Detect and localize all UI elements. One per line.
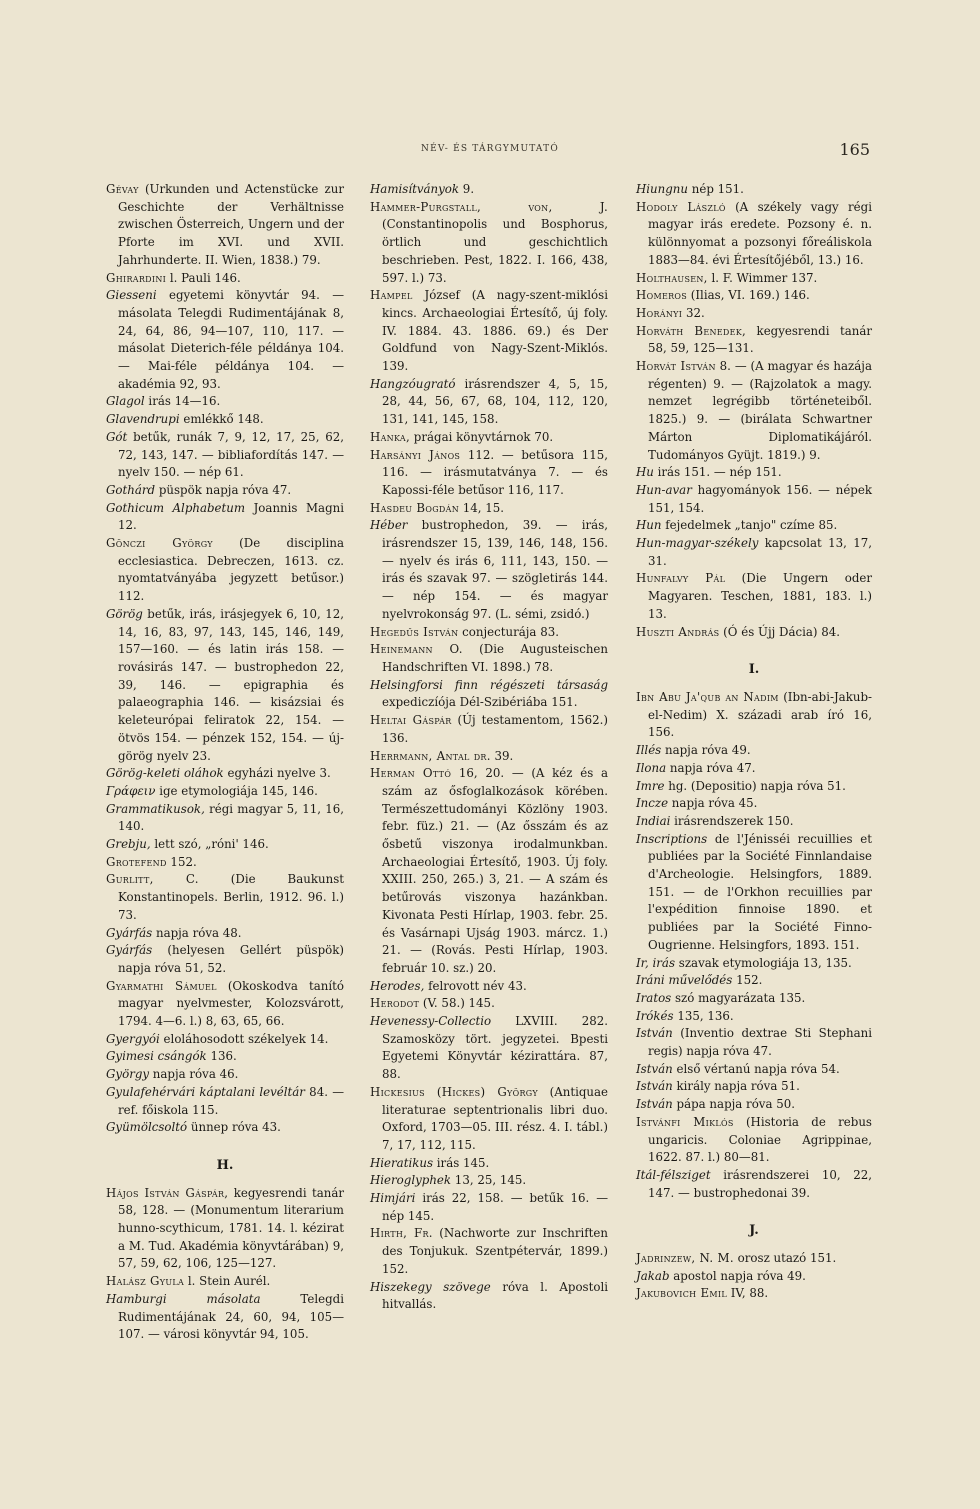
entry-headword: Grammatikusok, [106,801,205,816]
entry-headword: Incze [636,796,669,811]
index-column-middle [370,181,608,1314]
entry-headword: Glavendrupi [106,412,180,427]
entry-references: régi magyar 5, 11, 16, 140. [118,801,344,834]
index-entry [106,871,344,924]
index-entry [106,801,344,836]
index-entry [106,1185,344,1274]
entry-headword: Halász Gyula [106,1274,185,1289]
entry-headword: Hun-magyar-székely [636,536,759,551]
entry-references: napja róva 49. [661,743,751,758]
entry-references: bustrophedon, 39. — irás, irásrendszer 15, 139, 146, 148, 156. — nyelv és irás 6, 111, 143, 150. — irás és szavak 97. — szögletirás 144. — nép 154. — és magyar nyelvrokonság 97. (L. sémi, zsidó.) [382,518,608,621]
entry-references: betűk, runák 7, 9, 12, 17, 25, 62, 72, 143, 147. — bibliafordítás 147. — nyelv 150. — nép 61. [118,429,344,480]
entry-headword: Gurlitt, C. [106,872,199,887]
entry-references: napja róva 48. [152,925,242,940]
entry-headword: Hamburgi másolata [106,1291,261,1306]
entry-headword: Gót [106,429,128,444]
section-letter: H. [216,1157,234,1173]
entry-references: eloláhosodott székelyek 14. [159,1031,329,1046]
entry-references: conjecturája 83. [458,624,559,639]
index-entry [636,778,872,796]
entry-headword: Gyulafehérvári káptalani levéltár [106,1084,305,1099]
entry-headword: Görög-keleti oláhok [106,766,224,781]
entry-headword: Jakubovich Emil [636,1286,727,1301]
entry-headword: Horányi [636,305,683,320]
entry-references: nép 151. [688,182,744,196]
entry-headword: Gyimesi csángók [106,1049,207,1064]
index-entry [636,742,872,760]
page-header [0,140,980,164]
entry-headword: Hieratikus [370,1155,434,1170]
entry-headword: Hodoly László [636,199,726,214]
index-entry [636,1025,872,1060]
entry-headword: Hiszekegy szövege [370,1279,491,1294]
entry-headword: Γράφειν [106,783,156,798]
index-entry [370,199,608,288]
entry-headword: Ghirardini [106,270,167,285]
entry-headword: Hampel [370,288,413,303]
index-entry [370,995,608,1013]
entry-references: kapcsolat 13, 17, 31. [648,536,872,568]
entry-headword: Hu [636,465,654,480]
entry-references: prágai könyvtárnok 70. [410,429,554,444]
index-entry [636,323,872,358]
entry-references: betűk, irás, irásjegyek 6, 10, 12, 14, 16, 83, 97, 143, 145, 146, 149, 157—160. — és latin irás 158. — rovásirás 147. — bustrophedon 22, 39, 146. — epigraphia és palaeographia 146. — kisázsiai és keleteurópai feliratok 22, 154. — ötvös 154. — pénzek 152, 154. — új-görög nyelv 23. [118,606,344,763]
entry-references: ige etymologiája 145, 146. [155,783,318,798]
index-entry [636,1285,872,1303]
entry-headword: Gothárd [106,482,156,497]
entry-headword: Irókés [636,1008,674,1023]
entry-headword: Héber [370,518,408,533]
index-entry [636,955,872,973]
entry-references: első vértanú napja róva 54. [672,1061,840,1076]
entry-references: apostol napja róva 49. [669,1268,806,1283]
entry-references: hg. (Depositio) napja róva 51. [664,778,846,793]
entry-references: irásrendszer 4, 5, 15, 28, 44, 56, 67, 68, 104, 112, 120, 131, 141, 145, 158. [382,376,608,427]
entry-headword: Gyárfás [106,943,153,958]
index-entry [370,978,608,996]
index-entry [106,429,344,482]
entry-references: irásrendszerek 150. [670,813,794,828]
entry-references: (A székely vagy régi magyar irás eredete. Pozsony é. n. különnyomat a pozsonyi főreáliskola 1883—84. évi Értesítőjéből, 13.) 16. [648,199,872,267]
entry-headword: István [636,1097,673,1112]
index-entry [106,181,344,270]
entry-headword: Heltai Gáspár [370,713,452,728]
entry-headword: Grebju, [106,837,151,852]
entry-references: l. Pauli 146. [166,270,241,285]
index-entry [636,1078,872,1096]
entry-references: felrovott név 43. [424,978,527,993]
index-entry [370,1225,608,1278]
entry-references: (Okoskodva tanító magyar nyelvmester, Kolozsvárott, 1794. 4—6. l.) 8, 63, 65, 66. [118,978,344,1029]
index-entry [370,287,608,376]
entry-references: 9. [459,182,475,196]
index-entry [636,305,872,323]
entry-headword: Holthausen, [636,270,708,285]
entry-headword: Jadrinzew, N. M. [636,1251,734,1266]
index-entry [636,795,872,813]
entry-references: l. Stein Aurél. [184,1274,271,1289]
index-entry [370,1013,608,1084]
entry-headword: István [636,1061,673,1076]
entry-headword: István [636,1026,673,1041]
index-entry [370,376,608,429]
entry-headword: Himjári [370,1191,416,1206]
entry-references: róva l. Apostoli hitvallás. [382,1279,608,1312]
entry-headword: Istvánfi Miklós [636,1114,734,1129]
index-entry [370,1084,608,1155]
entry-references: l. F. Wimmer 137. [707,270,818,285]
entry-headword: Hickesius (Hickes) György [370,1084,538,1099]
entry-references: (Historia de rebus ungaricis. Coloniae Agrippinae, 1622. 87. l.) 80—81. [648,1114,872,1165]
entry-headword: Horváth Benedek, [636,323,747,338]
index-entry [636,1096,872,1114]
index-entry [636,287,872,305]
entry-references: irásrendszerei 10, 22, 147. — bustrophedonai 39. [648,1167,872,1200]
index-entry [106,1291,344,1344]
entry-headword: Herodes, [370,978,425,993]
index-entry [106,393,344,411]
entry-headword: Hiungnu [636,182,689,196]
entry-headword: Harsányi János [370,447,461,462]
index-entry [636,972,872,990]
index-entry [106,854,344,872]
entry-references: irás 151. — nép 151. [653,465,782,480]
entry-references: (Ó és Újj Dácia) 84. [719,624,841,639]
index-entry [370,1279,608,1314]
entry-references: 14, 15. [459,500,505,515]
index-entry [636,760,872,778]
index-entry [636,517,872,535]
entry-headword: Homeros [636,288,688,303]
entry-references: Telegdi Rudimentájának 24, 60, 94, 105—107. — városi könyvtár 94, 105. [118,1291,344,1342]
entry-references: király napja róva 51. [672,1079,800,1094]
index-entry [106,606,344,765]
entry-headword: Illés [636,743,662,758]
entry-references: 84. — ref. főiskola 115. [118,1084,344,1117]
entry-headword: Hammer-Purgstall, von, J. [370,199,608,214]
index-entry [636,181,872,199]
index-entry [636,831,872,955]
index-entry [636,689,872,742]
entry-headword: György [106,1067,150,1082]
entry-headword: Huszti András [636,624,720,639]
running-header-title: NÉV- ÉS TÁRGYMUTATÓ [421,144,559,154]
index-entry [636,1167,872,1202]
index-entry [370,517,608,623]
entry-headword: Hájos István Gáspár, [106,1185,229,1200]
entry-headword: Iratos [636,990,672,1005]
entry-references: (Nachworte zur Inschriften des Tonjukuk. Szentpétervár, 1899.) 152. [382,1226,608,1276]
index-entry [106,1066,344,1084]
index-entry [106,535,344,606]
index-entry [106,836,344,854]
entry-headword: Giesseni [106,288,157,303]
entry-headword: Herodot [370,996,420,1011]
index-entry [636,624,872,642]
entry-headword: Hasdeu Bogdán [370,500,460,515]
entry-references: 39. [490,748,514,763]
entry-headword: Gévay [106,182,139,196]
index-entry [370,748,608,766]
entry-references: (Urkunden und Actenstücke zur Geschichte der Verhältnisse zwischen Österreich, Ungern und der Pforte im XVI. und XVII. Jahrhunderte. II. Wien, 1838.) 79. [118,182,344,267]
entry-references: Joannis Magni 12. [118,500,345,533]
entry-references: (Új testamentom, 1562.) 136. [382,713,609,745]
index-entry [106,500,344,535]
index-entry [636,482,872,517]
index-entry [106,765,344,783]
index-entry [370,500,608,518]
index-entry [370,677,608,712]
entry-headword: Hanka, [370,429,411,444]
index-entry [106,1119,344,1137]
entry-headword: Hangzóugrató [370,376,456,391]
index-entry [370,1172,608,1190]
entry-references: püspök napja róva 47. [155,482,292,497]
entry-headword: Heinemann O. [370,642,463,657]
entry-headword: Gyümölcsoltó [106,1120,188,1135]
entry-headword: Grotefend [106,854,167,869]
index-entry [636,1008,872,1026]
entry-headword: Gyarmathi Sámuel [106,978,217,993]
entry-references: pápa napja róva 50. [672,1097,796,1112]
entry-references: (helyesen Gellért püspök) napja róva 51, 52. [118,943,344,975]
entry-references: 112. — betűsora 115, 116. — irásmutatványa 7. — és Kapossi-féle betűsor 116, 117. [382,447,608,497]
index-entry [636,270,872,288]
entry-references: ünnep róva 43. [187,1120,281,1135]
index-entry [106,270,344,288]
entry-headword: Jakab [636,1268,670,1283]
entry-references: irás 145. [433,1155,490,1170]
entry-headword: Görög [106,606,143,621]
entry-references: lett szó, „róni' 146. [150,837,269,852]
entry-references: de l'Jénisséi recuillies et publiées par la Société Finnlandaise d'Archeologie. Helsingfors, 1889. 151. — de l'Orkhon recuillies par l'expédition finnoise 1890. et publiées par la Société Finno-Ougrienne. Helsingfors, 1893. 151. [648,831,872,952]
entry-references: 13, 25, 145. [451,1173,527,1188]
entry-headword: Ibn Abu Ja'qub an Nadim [636,689,779,704]
entry-references: 152. [166,854,197,869]
entry-headword: Gönczi György [106,536,213,551]
index-entry [106,411,344,429]
entry-references: (Die Augusteischen Handschriften VI. 1898.) 78. [382,642,608,674]
index-entry [106,783,344,801]
entry-headword: Gothicum Alphabetum [106,500,246,515]
entry-references: (Die Ungern oder Magyaren. Teschen, 1881, 183. l.) 13. [648,571,872,621]
entry-references: (De disciplina ecclesiastica. Debreczen, 1613. cz. nyomtatványába jegyzett betűsor.) 112. [118,536,345,604]
entry-headword: Hevenessy-Collectio [370,1014,492,1029]
entry-references: napja róva 46. [149,1067,239,1082]
entry-references: szó magyarázata 135. [671,990,806,1005]
index-entry [636,813,872,831]
entry-headword: Hirth, Fr. [370,1226,433,1241]
index-entry [106,1031,344,1049]
index-column-right [636,181,872,1303]
index-entry [370,1190,608,1225]
index-entry [106,1048,344,1066]
entry-headword: Hamisítványok [370,182,460,196]
index-entry [370,624,608,642]
entry-references: LXVIII. 282. Szamosközy tört. jegyzetei. Bpesti Egyetemi Könyvtár kézirattára. 87, 88. [382,1014,608,1082]
section-letter: J. [749,1223,759,1239]
index-entry [636,990,872,1008]
entry-headword: Hieroglyphek [370,1173,452,1188]
entry-references: (Ibn-abi-Jakub-el-Nedim) X. századi arab író 16, 156. [648,689,872,740]
entry-headword: Helsingforsi finn régészeti társaság [370,677,608,692]
entry-headword: Horvát István [636,359,716,374]
entry-references: orosz utazó 151. [733,1251,837,1266]
index-entry [106,287,344,393]
entry-headword: Ilona [636,760,667,775]
section-letter: I. [748,662,760,678]
entry-headword: Gyárfás [106,925,153,940]
index-entry [636,1250,872,1268]
index-entry [370,641,608,676]
index-entry [370,181,608,199]
entry-references: (Inventio dextrae Sti Stephani regis) napja róva 47. [648,1026,872,1059]
entry-headword: Imre [636,778,665,793]
entry-references: szavak etymologiája 13, 135. [675,955,852,970]
entry-references: kegyesrendi tanár 58, 59, 125—131. [648,323,872,356]
entry-references: hagyományok 156. — népek 151, 154. [648,482,872,515]
entry-references: 32. [682,305,705,320]
entry-references: expediczíója Dél-Szibériába 151. [382,695,578,710]
entry-references: (Ilias, VI. 169.) 146. [687,288,810,303]
entry-references: (Constantinopolis und Bosphorus, örtlich und geschichtlich beschrieben. Pest, 1822. I. 166, 438, 597. l.) 73. [382,217,608,285]
entry-references: József (A nagy-szent-miklósi kincs. Archaeologiai Értesítő, új foly. IV. 1884. 43. 1886. 69.) és Der Goldfund von Nagy-Szent-Miklós. 139. [382,288,608,374]
entry-references: irás 14—16. [144,394,221,409]
index-entry [106,925,344,943]
entry-references: kegyesrendi tanár 58, 128. — (Monumentum literarium hunno-scythicum, 1781. 14. l. kézirat a M. Tud. Akadémia könyvtárában) 9, 57, 59, 62, 106, 125—127. [118,1185,344,1271]
entry-headword: Glagol [106,394,145,409]
index-entry [106,978,344,1031]
entry-headword: Hunfalvy Pál [636,571,726,586]
entry-references: napja róva 47. [666,760,756,775]
entry-references: 135, 136. [673,1008,734,1023]
index-entry [106,942,344,977]
index-entry [636,1061,872,1079]
index-entry [370,447,608,500]
entry-references: (Antiquae literaturae septentrionalis libri duo. Oxford, 1703—05. III. rész. 4. I. tábl.) 7, 17, 112, 115. [382,1084,609,1152]
entry-references: (Die Baukunst Konstantinopels. Berlin, 1912. 96. l.) 73. [118,872,344,922]
entry-references: egyetemi könyvtár 94. — másolata Telegdi Rudimentájának 8, 24, 64, 86, 94—107, 110, 117. — másolat Dieterich-féle példánya 104. — Mai-féle példánya 104. — akadémia 92, 93. [118,288,344,391]
entry-headword: Inscriptions [636,831,708,846]
index-entry [106,1273,344,1291]
index-entry [106,482,344,500]
entry-references: egyházi nyelve 3. [223,766,331,781]
index-entry [636,535,872,570]
entry-headword: Itál-félsziget [636,1167,711,1182]
entry-references: (V. 58.) 145. [419,996,495,1011]
entry-references: IV, 88. [726,1286,769,1301]
entry-headword: Ir, irás [636,955,676,970]
index-entry [636,199,872,270]
entry-headword: Herman Ottó [370,766,452,781]
entry-references: emlékkő 148. [179,412,264,427]
entry-headword: Hun [636,518,662,533]
entry-headword: Gyergyói [106,1031,160,1046]
entry-references: 136. [206,1049,237,1064]
entry-headword: Herrmann, Antal dr. [370,748,491,763]
entry-references: 16, 20. — (A kéz és a szám az ősfoglalkozások körében. Természettudományi Közlöny 1903. febr. füz.) 21. — (Az ősszám és az ősbetű viszonya irodalmunkban. Archaeologiai Értesítő, 1903. Új foly. XXIII. 250, 265.) 3, 21. — A szám és betűrovás viszonya hazánkban. Kivonata Pesti Hírlap, 1903. febr. 25. és Vasárnapi Ujság 1903. márcz. 1.) 21. — (Rovás. Pesti Hírlap, 1903. február 10. sz.) 20. [382,766,608,975]
index-entry [636,570,872,623]
index-entry [370,765,608,977]
index-entry [636,358,872,464]
index-entry [106,1084,344,1119]
entry-references: fejedelmek „tanjo" czíme 85. [661,518,838,533]
entry-headword: István [636,1079,673,1094]
index-entry [370,429,608,447]
index-entry [636,1114,872,1167]
index-entry [636,1268,872,1286]
entry-headword: Indiai [636,813,671,828]
entry-headword: Iráni művelődés [636,973,733,988]
index-entry [370,712,608,747]
entry-references: irás 22, 158. — betűk 16. — nép 145. [382,1191,608,1223]
entry-references: 8. — (A magyar és hazája régenten) 9. — (Rajzolatok a magy. nemzet legrégibb történeteiből. 1825.) 9. — (birálata Schwartner Márton Diplomatikájáról. Tudományos Gyüjt. 1819.) 9. [648,359,872,462]
entry-headword: Hegedűs István [370,624,459,639]
index-column-left [106,181,344,1344]
entry-references: napja róva 45. [668,796,758,811]
entry-headword: Hun-avar [636,482,692,497]
entry-references: 152. [732,973,763,988]
index-entry [636,464,872,482]
page-number: 165 [839,140,870,159]
index-entry [370,1155,608,1173]
